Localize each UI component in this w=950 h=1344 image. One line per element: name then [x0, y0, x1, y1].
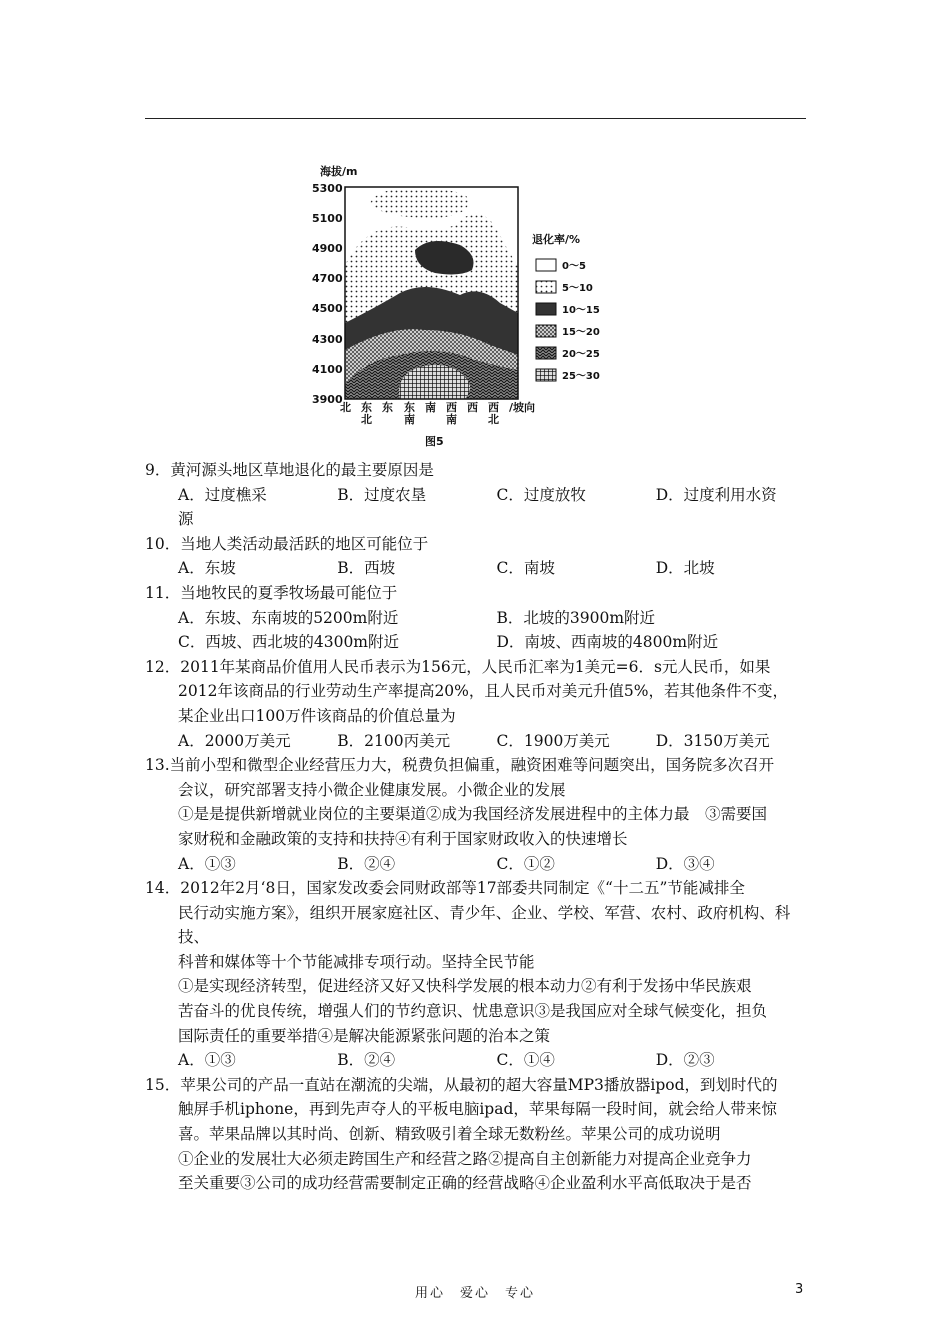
question-stem-line: 国际责任的重要举措④是解决能源紧张问题的治本之策	[178, 1026, 551, 1045]
question-stem: 当地牧民的夏季牧场最可能位于	[180, 583, 398, 602]
y-tick-label: 4700	[312, 272, 343, 285]
option-a: A．①③	[178, 1051, 236, 1070]
option-a: A．过度樵采	[178, 485, 267, 504]
legend-label: 15～20	[562, 327, 600, 338]
option-continuation: 源	[178, 510, 194, 529]
question-stem-line: 某企业出口100万件该商品的价值总量为	[178, 706, 456, 725]
legend-swatch-5-10	[536, 281, 556, 293]
options	[145, 606, 815, 631]
option-c: C．过度放牧	[496, 485, 586, 504]
x-tick-label: 西	[467, 401, 478, 414]
option-d: D．过度利用水资	[655, 485, 777, 504]
question-11	[145, 581, 815, 655]
option-d: D．北坡	[655, 559, 715, 578]
x-tick-label: 西	[488, 401, 499, 414]
question-stem-line: 苹果公司的产品一直站在潮流的尖端，从最初的超大容量MP3播放器ipod，到划时代的	[180, 1075, 778, 1094]
y-tick-label: 4500	[312, 302, 343, 315]
legend-label: 0～5	[562, 261, 586, 272]
question-stem-line: 科普和媒体等十个节能减排专项行动。坚持全民节能	[178, 952, 535, 971]
legend-title: 退化率/%	[532, 233, 581, 246]
y-tick-labels	[312, 182, 343, 406]
option-b: B．西坡	[337, 559, 396, 578]
question-number: 9．	[145, 461, 171, 479]
x-tick-label: 南	[446, 413, 457, 426]
question-stem: 当地人类活动最活跃的地区可能位于	[180, 534, 429, 553]
question-stem-line: 喜。苹果品牌以其时尚、创新、精致吸引着全球无数粉丝。苹果公司的成功说明	[178, 1125, 721, 1144]
question-number: 15．	[145, 1075, 181, 1094]
x-tick-label: 东	[404, 401, 415, 414]
degradation-map	[300, 155, 600, 455]
figure-5	[300, 155, 600, 455]
question-number: 14．	[145, 879, 181, 898]
legend-label: 5～10	[562, 283, 593, 294]
question-stem-line: ①企业的发展壮大必须走跨国生产和经营之路②提高自主创新能力对提高企业竞争力	[178, 1149, 752, 1168]
question-15	[145, 1073, 815, 1196]
question-14	[145, 876, 815, 1073]
question-number: 12．	[145, 657, 181, 676]
question-stem-line: ①是是提供新增就业岗位的主要渠道②成为我国经济发展进程中的主体力最 ③需要国	[178, 805, 768, 824]
question-stem-line: 当前小型和微型企业经营压力大，税费负担偏重，融资困难等问题突出，国务院多次召开	[169, 756, 775, 775]
options	[145, 556, 815, 581]
option-b: B．过度农垦	[337, 485, 427, 504]
option-c: C．西坡、西北坡的4300m附近	[178, 633, 400, 652]
legend-swatch-25-30	[536, 369, 556, 381]
x-tick-label: 北	[361, 413, 372, 426]
options	[145, 483, 815, 508]
question-number: 10．	[145, 534, 181, 553]
x-tick-label: 东	[361, 401, 372, 414]
question-9	[145, 458, 815, 532]
option-d: D．②③	[655, 1051, 715, 1070]
y-tick-label: 4100	[312, 363, 343, 376]
option-d: D．南坡、西南坡的4800m附近	[496, 633, 719, 652]
question-12	[145, 655, 815, 753]
question-stem-line: 民行动实施方案》，组织开展家庭社区、青少年、企业、学校、军营、农村、政府机构、科技、	[178, 903, 791, 947]
footer-slogan: 用心 爱心 专心	[414, 1286, 535, 1301]
question-stem-line: 2011年某商品价值用人民币表示为156元，人民币汇率为1美元=6．s元人民币，如果	[180, 657, 771, 676]
option-b: B．②④	[337, 854, 396, 873]
x-tick-label: 北	[488, 413, 499, 426]
degradation-bands	[345, 187, 518, 399]
option-a: A．东坡	[178, 559, 236, 578]
question-number: 13.	[145, 756, 170, 775]
x-tick-label: 东	[382, 401, 393, 414]
legend-label: 10～15	[562, 305, 600, 316]
x-tick-label: 西	[446, 401, 457, 414]
legend-label: 25～30	[562, 371, 600, 382]
question-stem: 黄河源头地区草地退化的最主要原因是	[170, 461, 434, 479]
question-stem-line: ①是实现经济转型，促进经济又好又快科学发展的根本动力②有利于发扬中华民族艰	[178, 977, 752, 996]
y-tick-label: 5300	[312, 182, 343, 195]
option-d: D．③④	[655, 854, 715, 873]
option-c: C．①④	[496, 1051, 555, 1070]
question-stem-line: 触屏手机iphone，再到先声夺人的平板电脑ipad，苹果每隔一段时间，就会给人带来惊	[178, 1100, 777, 1119]
question-number: 11．	[145, 583, 181, 602]
question-list	[145, 458, 815, 1196]
legend-label: 20～25	[562, 349, 600, 360]
option-a: A．东坡、东南坡的5200m附近	[178, 608, 399, 627]
figure-caption: 图5	[425, 435, 444, 448]
header-rule	[145, 118, 806, 119]
y-tick-label: 4300	[312, 333, 343, 346]
page-number: 3	[795, 1282, 804, 1297]
legend-swatch-10-15	[536, 303, 556, 315]
question-10	[145, 532, 815, 581]
options	[145, 729, 815, 754]
y-tick-label: 3900	[312, 393, 343, 406]
legend-swatch-15-20	[536, 325, 556, 337]
question-stem-line: 会议，研究部署支持小微企业健康发展。小微企业的发展	[178, 780, 566, 799]
options	[145, 852, 815, 877]
y-tick-label: 4900	[312, 242, 343, 255]
x-tick-label: 南	[404, 413, 415, 426]
legend-swatch-20-25	[536, 347, 556, 359]
question-stem-line: 苦奋斗的优良传统，增强人们的节约意识、忧患意识③是我国应对全球气候变化，担负	[178, 1002, 768, 1021]
x-tick-labels	[340, 400, 535, 426]
option-c: C．南坡	[496, 559, 555, 578]
option-c: C．①②	[496, 854, 555, 873]
options	[145, 1048, 815, 1073]
x-tick-label: 北	[340, 401, 351, 414]
question-stem-line: 至关重要③公司的成功经营需要制定正确的经营战略④企业盈利水平高低取决于是否	[178, 1174, 752, 1193]
option-c: C．1900万美元	[496, 731, 610, 750]
option-d: D．3150万美元	[655, 731, 770, 750]
legend-swatch-0-5	[536, 259, 556, 271]
x-tick-label: 南	[425, 401, 436, 414]
legend	[532, 232, 600, 382]
question-13	[145, 753, 815, 876]
options	[145, 630, 815, 655]
y-tick-label: 5100	[312, 212, 343, 225]
option-b: B．2100丙美元	[337, 731, 451, 750]
x-axis-title: /坡向	[509, 401, 536, 414]
option-a: A．①③	[178, 854, 236, 873]
question-stem-line: 2012年该商品的行业劳动生产率提高20%，且人民币对美元升值5%，若其他条件不变，	[178, 682, 788, 701]
question-stem-line: 家财税和金融政策的支持和扶持④有利于国家财政收入的快速增长	[178, 829, 628, 848]
question-stem-line: 2012年2月‘8日，国家发改委会同财政部等17部委共同制定《“十二五”节能减排全	[180, 879, 745, 898]
option-a: A．2000万美元	[178, 731, 291, 750]
y-axis-title: 海拔/m	[320, 165, 358, 178]
option-b: B．北坡的3900m附近	[496, 608, 656, 627]
option-b: B．②④	[337, 1051, 396, 1070]
